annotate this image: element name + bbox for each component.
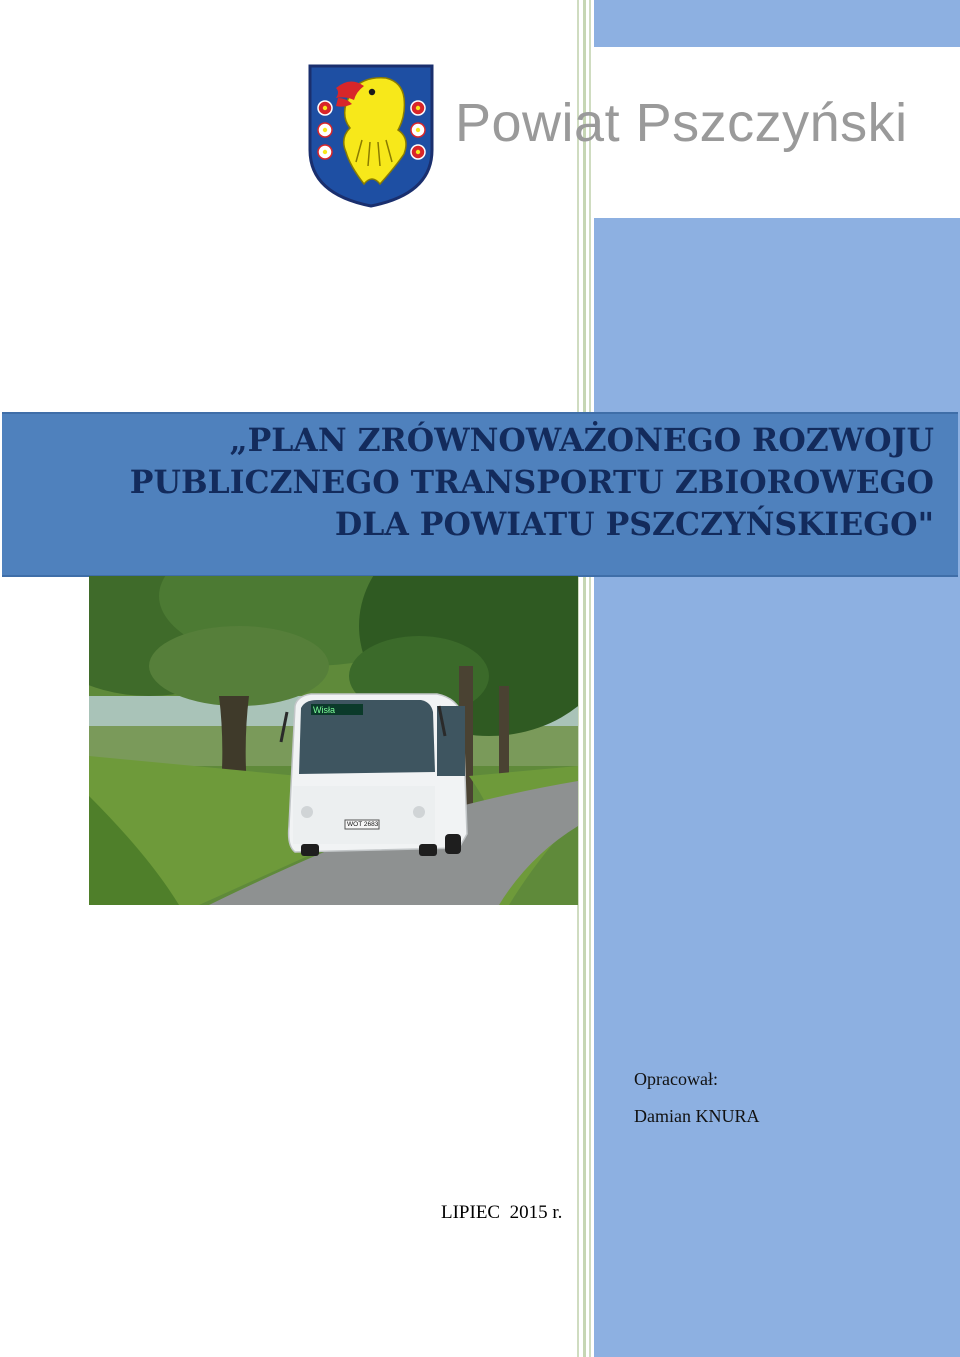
bus-destination-sign: Wisła — [313, 705, 335, 715]
bus-license-plate: WOT 2683 — [347, 821, 379, 828]
title-line-3: DLA POWIATU PSZCZYŃSKIEGO" — [334, 506, 934, 543]
title-line-2: PUBLICZNEGO TRANSPORTU ZBIOROWEGO — [129, 464, 934, 501]
author-name: Damian KNURA — [634, 1106, 760, 1126]
title-line-1: „PLAN ZRÓWNOWAŻONEGO ROZWOJU — [229, 422, 934, 459]
coat-of-arms-eagle-icon — [306, 62, 436, 208]
document-title — [130, 420, 934, 546]
blue-column — [594, 218, 960, 1357]
logo-wordmark: Powiat Pszczyński — [455, 93, 908, 153]
vertical-rule-3 — [589, 0, 591, 1357]
vertical-rule-2 — [583, 0, 586, 1357]
publication-date: LIPIEC 2015 r. — [441, 1202, 563, 1223]
bus-on-road-photo — [89, 576, 578, 905]
blue-column-top — [594, 0, 960, 47]
author-label: Opracował: — [634, 1069, 718, 1089]
